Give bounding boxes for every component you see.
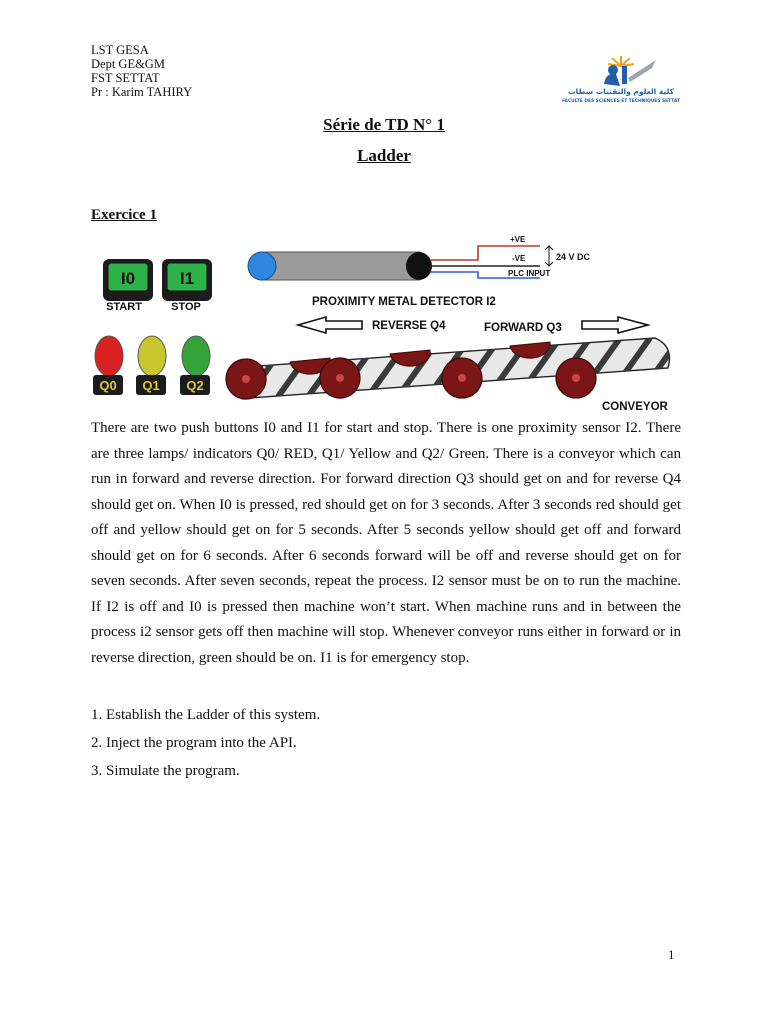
lamp-q1	[136, 336, 166, 395]
system-diagram	[90, 228, 680, 418]
document-title: Série de TD N° 1	[323, 115, 445, 134]
exercise-heading: Exercice 1	[91, 207, 157, 223]
supply-voltage-label: 24 V DC	[556, 252, 591, 262]
stop-button-label: STOP	[171, 301, 201, 313]
lamp-q1-code: Q1	[142, 378, 160, 393]
task-item: 3. Simulate the program.	[91, 763, 240, 779]
lamp-q0	[93, 336, 123, 395]
start-button-graphic	[103, 259, 153, 313]
wire-input-label: PLC INPUT	[508, 269, 551, 278]
reverse-label: REVERSE Q4	[372, 320, 446, 332]
lamp-q0-code: Q0	[99, 378, 117, 393]
reverse-arrow-icon	[298, 317, 362, 333]
stop-button-graphic	[162, 259, 212, 313]
document-subtitle: Ladder	[357, 146, 411, 165]
proximity-sensor-graphic	[248, 235, 591, 308]
header-line: Dept GE&GM	[91, 57, 165, 71]
logo-arabic-text: كلية العلوم والتقنيات سطات	[568, 87, 674, 96]
sensor-label: PROXIMITY METAL DETECTOR I2	[312, 296, 496, 308]
start-button-label: START	[106, 301, 142, 313]
lamp-q2	[180, 336, 210, 395]
forward-arrow-icon	[582, 317, 648, 333]
start-button-code: I0	[120, 269, 136, 288]
conveyor-graphic	[226, 338, 680, 413]
stop-button-code: I1	[179, 269, 195, 288]
page-number: 1	[668, 947, 675, 962]
header-line: FST SETTAT	[91, 71, 160, 85]
conveyor-roller	[442, 358, 482, 398]
conveyor-label: CONVEYOR	[602, 401, 668, 413]
document-header	[91, 43, 192, 99]
task-item: 1. Establish the Ladder of this system.	[91, 707, 321, 723]
conveyor-roller	[556, 358, 596, 398]
task-item: 2. Inject the program into the API.	[91, 735, 297, 751]
wire-negative-label: -VE	[512, 254, 526, 263]
conveyor-roller	[226, 359, 266, 399]
logo-french-text: FACULTE DES SCIENCES ET TECHNIQUES SETTAT	[562, 99, 680, 104]
wire-positive-label: +VE	[510, 235, 526, 244]
forward-label: FORWARD Q3	[484, 322, 562, 334]
conveyor-roller	[320, 358, 360, 398]
header-line: Pr : Karim TAHIRY	[91, 85, 193, 99]
lamp-q2-code: Q2	[186, 378, 204, 393]
exercise-description: There are two push buttons I0 and I1 for start and stop. There is one proximity sensor I2. There are three lamps/ indicators Q0/ RED, Q1/ Yellow and Q2/ Green. There is a conveyor which can run in forward and reverse direction. For forward direction Q3 should get on and for reverse Q4 should get on. When I0 is pressed, red should get on for 3 seconds. After 3 seconds red should get off and yellow should get on for 5 seconds. After 5 seconds yellow should get off and forward should get on for 6 seconds. After 6 seconds forward will be off and reverse should get on for seven seconds. After seven seconds, repeat the process. I2 sensor must be on to run the machine. If I2 is off and I0 is pressed then machine won’t start. When machine runs and in between the process i2 sensor gets off then machine will stop. Whenever conveyor runs either in forward or in reverse direction, green should be on. I1 is for emergency stop.	[91, 420, 681, 666]
university-logo	[562, 52, 680, 110]
header-line: LST GESA	[91, 43, 149, 57]
